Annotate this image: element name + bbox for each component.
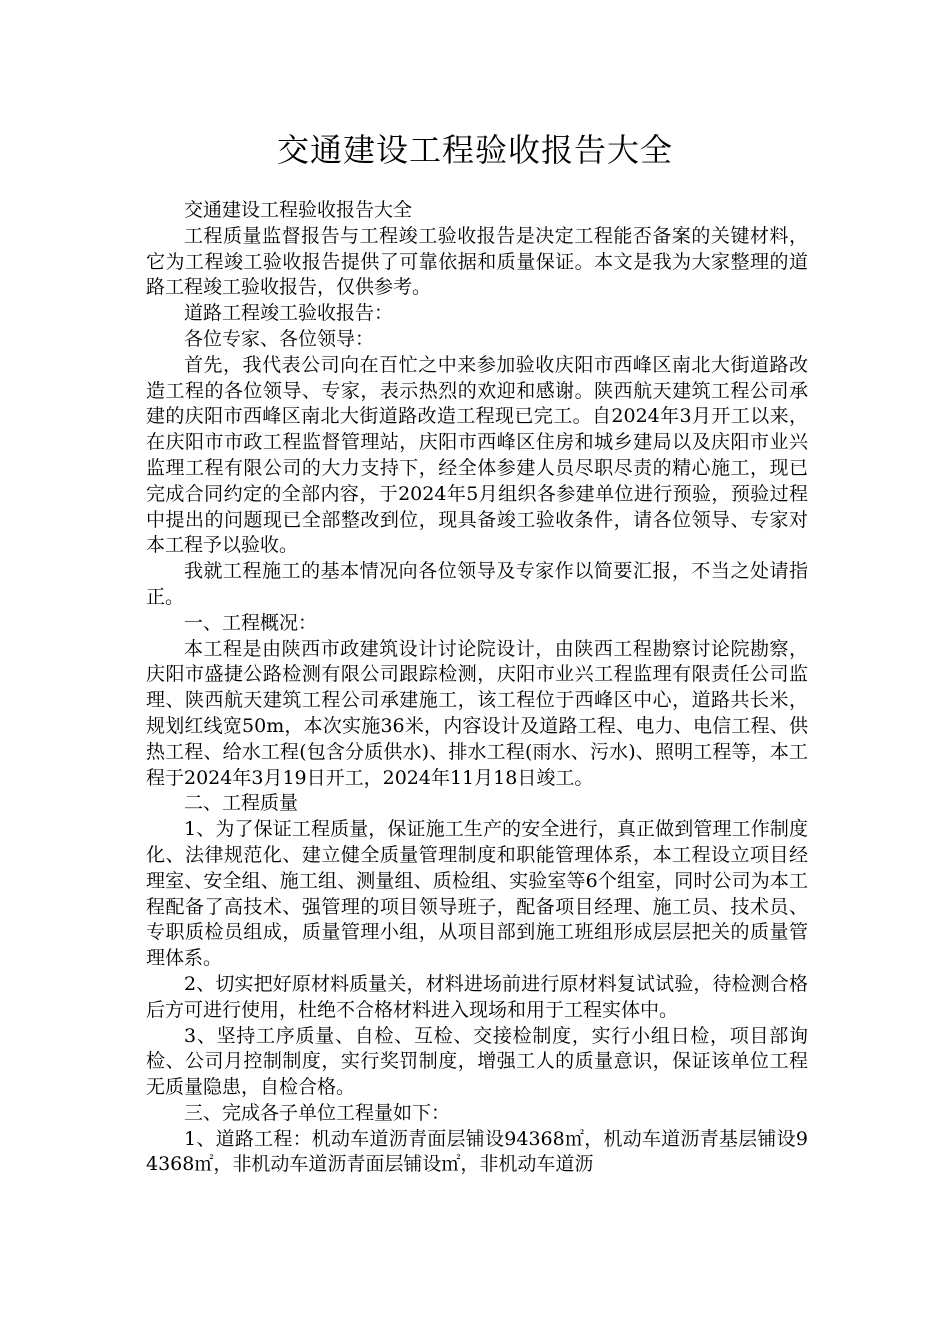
paragraph: 本工程是由陕西市政建筑设计讨论院设计，由陕西工程勘察讨论院勘察，庆阳市盛捷公路检测有限公司跟踪检测，庆阳市业兴工程监理有限责任公司监理、陕西航天建筑工程公司承建施工，该工程位于西峰区中心，道路共长米，规划红线宽50m，本次实施36米，内容设计及道路工程、电力、电信工程、供热工程、给水工程(包含分质供水)、排水工程(雨水、污水)、照明工程等，本工程于2024年3月19日开工，2024年11月18日竣工。 bbox=[146, 637, 808, 789]
document-body bbox=[146, 198, 808, 1178]
paragraph: 1、道路工程：机动车道沥青面层铺设94368㎡，机动车道沥青基层铺设94368㎡，非机动车道沥青面层铺设㎡，非机动车道沥 bbox=[146, 1127, 808, 1176]
paragraph: 交通建设工程验收报告大全 bbox=[184, 199, 413, 221]
paragraph: 各位专家、各位领导： bbox=[184, 327, 375, 350]
section-heading: 三、完成各子单位工程量如下： bbox=[184, 1101, 451, 1124]
paragraph: 2、切实把好原材料质量关，材料进场前进行原材料复试试验，待检测合格后方可进行使用，杜绝不合格材料进入现场和用于工程实体中。 bbox=[146, 972, 808, 1021]
paragraph: 道路工程竣工验收报告： bbox=[184, 302, 394, 325]
document-title: 交通建设工程验收报告大全 bbox=[276, 131, 673, 169]
paragraph: 首先，我代表公司向在百忙之中来参加验收庆阳市西峰区南北大街道路改造工程的各位领导、专家，表示热烈的欢迎和感谢。陕西航天建筑工程公司承建的庆阳市西峰区南北大街道路改造工程现已完工。自2024年3月开工以来，在庆阳市市政工程监督管理站，庆阳市西峰区住房和城乡建局以及庆阳市业兴监理工程有限公司的大力支持下，经全体参建人员尽职尽责的精心施工，现已完成合同约定的全部内容，于2024年5月组织各参建单位进行预验，预验过程中提出的问题现已全部整改到位，现具备竣工验收条件，请各位领导、专家对本工程予以验收。 bbox=[146, 353, 808, 557]
paragraph: 3、坚持工序质量、自检、互检、交接检制度，实行小组日检，项目部询检、公司月控制制度，实行奖罚制度，增强工人的质量意识，保证该单位工程无质量隐患，自检合格。 bbox=[146, 1024, 808, 1099]
paragraph: 工程质量监督报告与工程竣工验收报告是决定工程能否备案的关键材料，它为工程竣工验收报告提供了可靠依据和质量保证。本文是我为大家整理的道路工程竣工验收报告，仅供参考。 bbox=[146, 224, 808, 299]
section-heading: 一、工程概况： bbox=[184, 611, 318, 634]
section-heading: 二、工程质量 bbox=[184, 792, 299, 815]
paragraph: 1、为了保证工程质量，保证施工生产的安全进行，真正做到管理工作制度化、法律规范化、建立健全质量管理制度和职能管理体系，本工程设立项目经理室、安全组、施工组、测量组、质检组、实验室等6个组室，同时公司为本工程配备了高技术、强管理的项目领导班子，配备项目经理、施工员、技术员、专职质检员组成，质量管理小组，从项目部到施工班组形成层层把关的质量管理体系。 bbox=[146, 818, 808, 970]
paragraph: 我就工程施工的基本情况向各位领导及专家作以简要汇报，不当之处请指正。 bbox=[146, 560, 808, 608]
